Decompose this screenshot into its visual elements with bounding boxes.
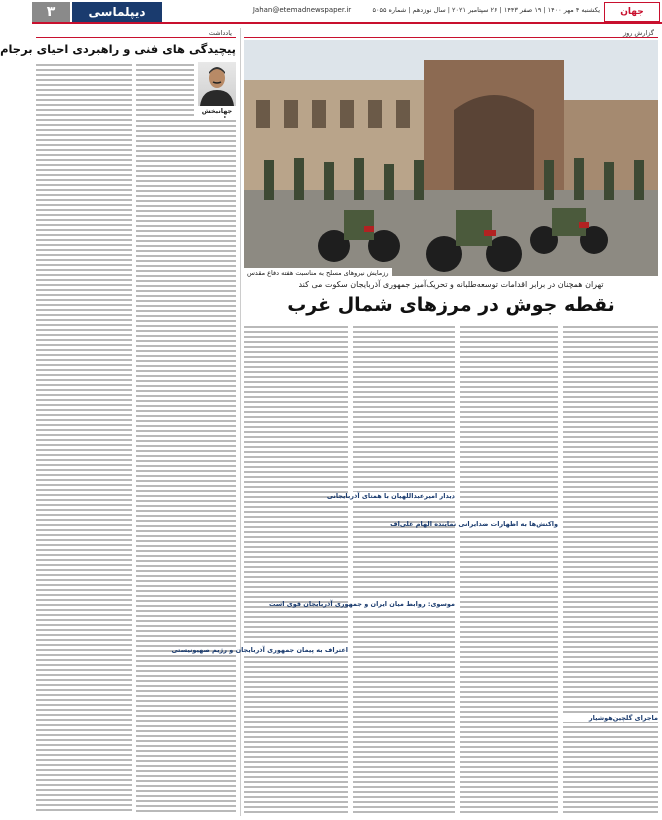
story-subhead: موسوی: روابط میان ایران و جمهوری آذربایجان قوی است <box>268 600 455 608</box>
dateline: یکشنبه ۴ مهر ۱۴۰۰ | ۱۹ صفر ۱۴۴۳ | ۲۶ سپتامبر ۲۰۲۱ | سال نوزدهم | شماره ۵۰۵۵ <box>372 6 600 14</box>
story-subhead: ماجرای گلچین‌هوشیار <box>563 714 658 722</box>
story-text-column-3 <box>268 324 455 814</box>
website: Jahan@etemadnewspaper.ir <box>252 6 352 14</box>
author-portrait-icon <box>198 62 236 106</box>
story-text-column-1 <box>563 324 658 814</box>
story-headline: نقطه جوش در مرزهای شمال غرب <box>287 294 615 316</box>
story-kicker: تهران همچنان در برابر اقدامات توسعه‌طلبانه و تحریک‌آمیز جمهوری آذربایجان سکوت می کند <box>298 280 604 289</box>
opinion-tag: یادداشت <box>36 28 236 38</box>
story-subhead: دیدار امیرعبداللهیان با همتای آذربایجانی <box>326 492 455 500</box>
photo-caption: رزمایش نیروهای مسلح به مناسبت هفته دفاع مقدس <box>244 268 392 278</box>
story-tag: گزارش روز <box>244 28 658 38</box>
editorial-text-column-2 <box>136 118 236 814</box>
story-subhead: اعتراف به پیمان جمهوری آذربایجان و رژیم صهیونیستی <box>171 646 348 654</box>
story-subhead: واکنش‌ها به اظهارات ضدایرانی نماینده الهام علی‌اف <box>390 520 558 528</box>
editorial-title: پیچیدگی های فنی و راهبردی احیای برجام <box>0 42 236 56</box>
editorial-intro-text <box>136 62 194 116</box>
newspaper-logo: جهان <box>604 2 660 22</box>
page-number: ۳ <box>32 2 70 22</box>
story-text-column-4 <box>171 324 348 814</box>
column-divider <box>240 28 241 816</box>
editorial-text-column-1 <box>36 62 132 814</box>
military-parade-photo <box>244 40 658 276</box>
main-photo <box>244 40 658 276</box>
section-title: دیپلماسی <box>72 2 162 22</box>
author-name: جهانبخش <box>201 107 233 115</box>
author-photo <box>198 62 236 106</box>
